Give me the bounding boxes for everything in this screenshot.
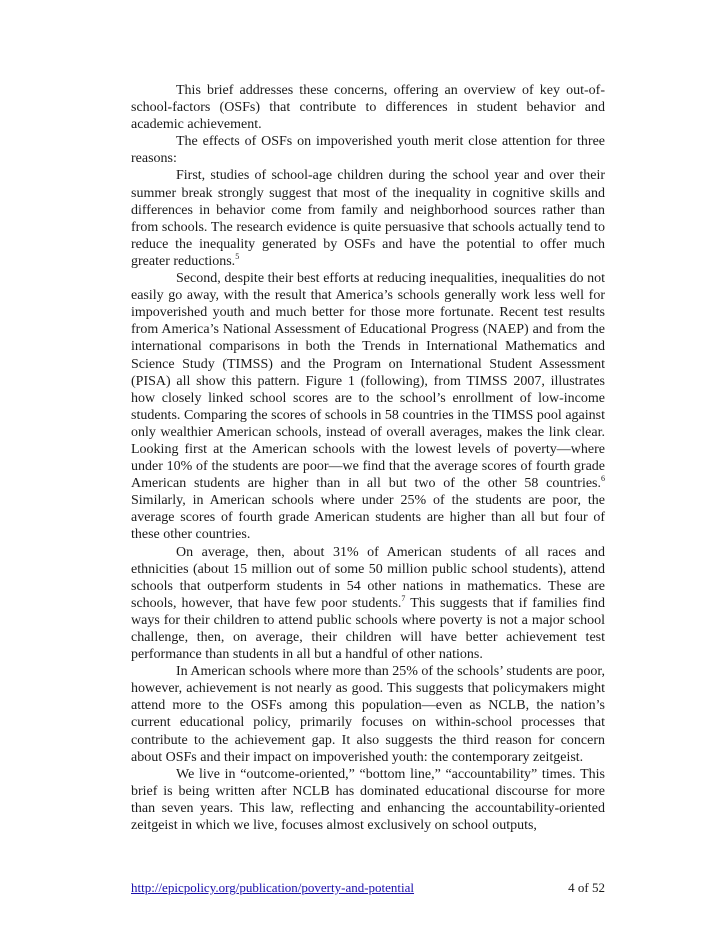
page-footer [131, 880, 605, 896]
paragraph: Second, despite their best efforts at reducing inequalities, inequalities do not easily go away, with the result that America’s schools generally work less well for impoverished youth and much better for those more fortunate. Recent test results from America’s National Assessment of Educational Progress (NAEP) and from the international comparisons in both the Trends in International Mathematics and Science Study (TIMSS) and the Program on International Student Assessment (PISA) all show this pattern. Figure 1 (following), from TIMSS 2007, illustrates how closely linked school scores are to the school’s enrollment of low-income students. Comparing the scores of schools in 58 countries in the TIMSS pool against only wealthier American schools, instead of overall averages, makes the link clear. Looking first at the American schools with the lowest levels of poverty—where under 10% of the students are poor—we find that the average scores of fourth grade American students are higher than in all but two of the other 58 countries.$^6$ Similarly, in American schools where under 25% of the students are poor, the average scores of fourth grade American students are higher than all but four of these other countries. [131, 271, 605, 543]
paragraph: In American schools where more than 25% of the schools’ students are poor, however, achievement is not nearly as good. This suggests that policymakers might attend more to the OSFs among this population—even as NCLB, the nation’s current educational policy, primarily focuses on within-school processes that contribute to the achievement gap. It also suggests the third reason for concern about OSFs and their impact on impoverished youth: the contemporary zeitgeist. [131, 664, 605, 765]
paragraph: First, studies of school-age children during the school year and over their summer break strongly suggest that most of the inequality in cognitive skills and differences in behavior come from family and neighborhood sources rather than from schools. The research evidence is quite persuasive that schools actually tend to reduce the inequality generated by OSFs and have the potential to offer much greater reductions.$^5$ [131, 168, 605, 269]
footnote-marker: 5 [235, 251, 240, 261]
footnote-marker: 7 [401, 593, 406, 603]
body-text [131, 82, 605, 834]
publication-link[interactable]: http://epicpolicy.org/publication/poverty-and-potential [131, 880, 415, 895]
paragraph: This brief addresses these concerns, offering an overview of key out-of-school-factors (OSFs) that contribute to differences in student behavior and academic achievement. [131, 83, 605, 133]
footnote-marker: 6 [601, 474, 605, 484]
paragraph: The effects of OSFs on impoverished youth merit close attention for three reasons: [131, 134, 605, 167]
paragraph: On average, then, about 31% of American students of all races and ethnicities (about 15 million out of some 50 million public school students), attend schools that outperform students in 54 other nations in mathematics. These are schools, however, that have few poor students.$^7$ This suggests that if families find ways for their children to attend public schools where poverty is not a major school challenge, then, on average, their children will have better achievement test performance than students in all but a handful of other nations. [131, 544, 605, 663]
paragraph: We live in “outcome-oriented,” “bottom line,” “accountability” times. This brief is being written after NCLB has dominated educational discourse for more than seven years. This law, reflecting and enhancing the accountability-oriented zeitgeist in which we live, focuses almost exclusively on school outputs, [131, 766, 605, 834]
page-number: 4 of 52 [568, 880, 605, 895]
